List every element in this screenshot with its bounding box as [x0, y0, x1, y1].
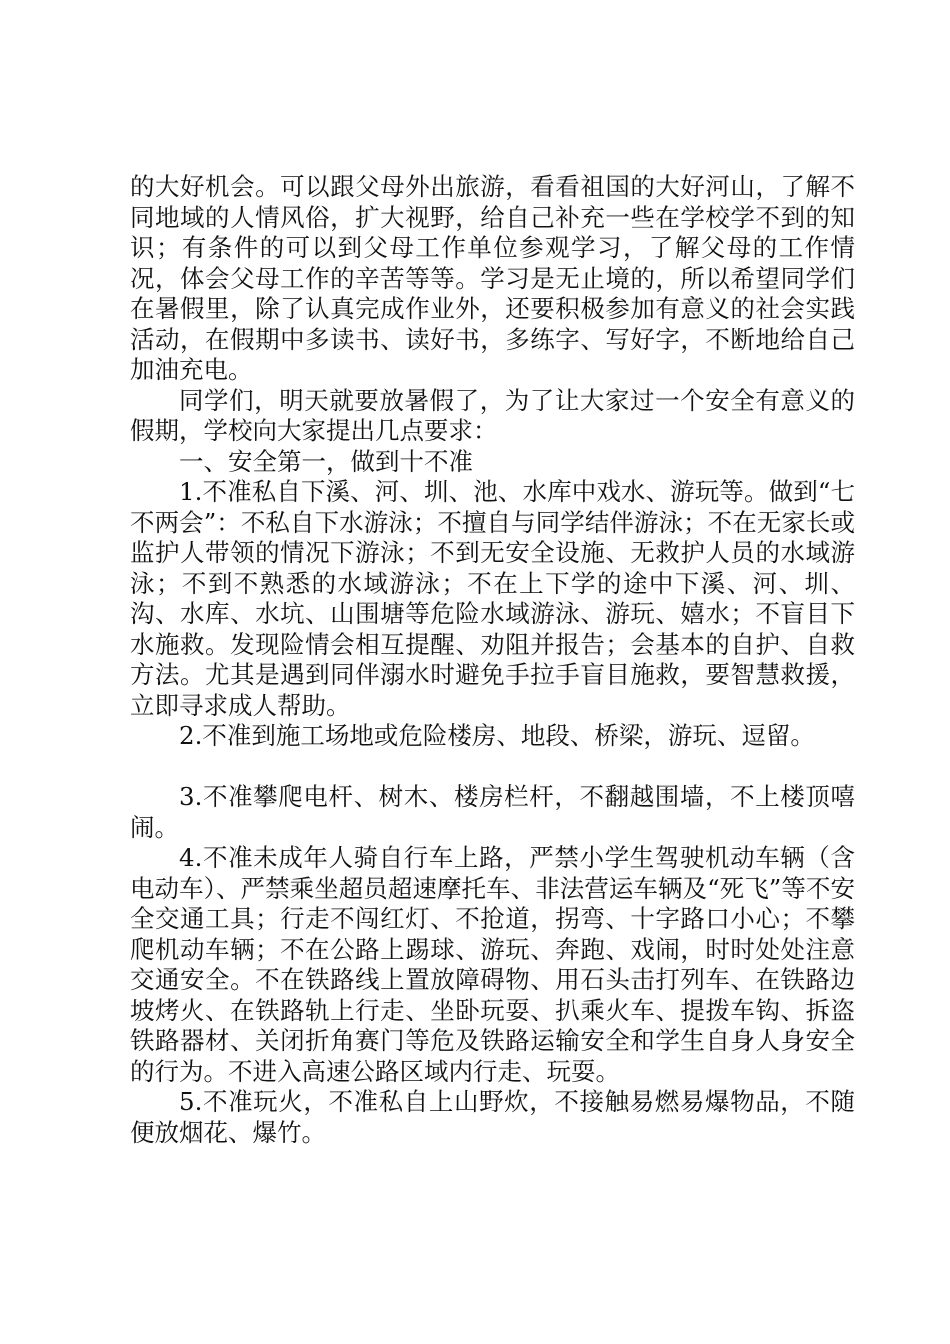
- rule-item-1: 1.不准私自下溪、河、圳、池、水库中戏水、游玩等。做到“七不两会”：不私自下水游泳；不擅自与同学结伴游泳；不在无家长或监护人带领的情况下游泳；不到无安全设施、无救护人员的水域游泳；不到不熟悉的水域游泳；不在上下学的途中下溪、河、圳、沟、水库、水坑、山围塘等危险水域游泳、游玩、嬉水；不盲目下水施救。发现险情会相互提醒、劝阻并报告；会基本的自护、自救方法。尤其是遇到同伴溺水时避免手拉手盲目施救，要智慧救援，立即寻求成人帮助。: [130, 477, 855, 720]
- paragraph-continuation: 的大好机会。可以跟父母外出旅游，看看祖国的大好河山，了解不同地域的人情风俗，扩大视野，给自己补充一些在学校学不到的知识；有条件的可以到父母工作单位参观学习，了解父母的工作情况，体会父母工作的辛苦等等。学习是无止境的，所以希望同学们在暑假里，除了认真完成作业外，还要积极参加有意义的社会实践活动，在假期中多读书、读好书，多练字、写好字，不断地给自己加油充电。: [130, 172, 855, 384]
- section-heading: 一、安全第一，做到十不准: [179, 446, 473, 476]
- rule-item-5: 5.不准玩火，不准私自上山野炊，不接触易燃易爆物品，不随便放烟花、爆竹。: [130, 1087, 855, 1147]
- rule-item-3: 3.不准攀爬电杆、树木、楼房栏杆，不翻越围墙，不上楼顶嘻闹。: [130, 782, 855, 842]
- paragraph-intro: 同学们，明天就要放暑假了，为了让大家过一个安全有意义的假期，学校向大家提出几点要求：: [130, 385, 855, 445]
- rule-item-4: 4.不准未成年人骑自行车上路，严禁小学生驾驶机动车辆（含电动车）、严禁乘坐超员超速摩托车、非法营运车辆及“死飞”等不安全交通工具；行走不闯红灯、不抢道，拐弯、十字路口小心；不攀爬机动车辆；不在公路上踢球、游玩、奔跑、戏闹，时时处处注意交通安全。不在铁路线上置放障碍物、用石头击打列车、在铁路边坡烤火、在铁路轨上行走、坐卧玩耍、扒乘火车、提拨车钩、拆盗铁路器材、关闭折角赛门等危及铁路运输安全和学生自身人身安全的行为。不进入高速公路区域内行走、玩耍。: [130, 843, 855, 1086]
- rule-item-2: 2.不准到施工场地或危险楼房、地段、桥梁，游玩、逗留。: [179, 721, 815, 750]
- document-page: [130, 172, 855, 1148]
